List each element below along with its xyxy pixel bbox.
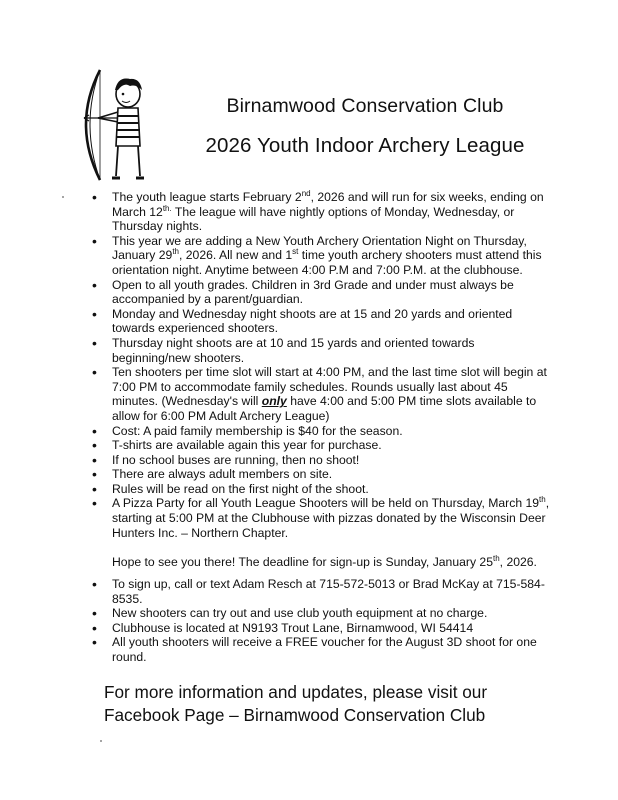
bullet-item — [92, 365, 552, 423]
bullet-item — [92, 496, 552, 540]
bullet-item — [92, 424, 552, 439]
bullet-text: Monday and Wednesday night shoots are at 15 and 20 yards and oriented towards experienced shooters. — [112, 306, 513, 336]
footer-line-2: Facebook Page – Birnamwood Conservation Club — [104, 705, 486, 725]
bullet-text: Cost: A paid family membership is $40 for the season. — [112, 423, 403, 438]
bullet-text: nd — [301, 188, 311, 198]
bullet-text: There are always adult members on site. — [112, 467, 333, 482]
bullet-item — [92, 606, 552, 621]
contact-bullet-list — [92, 577, 552, 665]
bullet-text: , 2026 and will run for six weeks, ending on March 12 — [112, 190, 544, 219]
bullet-text: The youth league starts February 2 — [112, 190, 302, 204]
bullet-item — [92, 577, 552, 606]
bullet-text: To sign up, call or text Adam Resch at 715-572-5013 or Brad McKay at 715-584-8535. — [112, 577, 545, 606]
bullet-item — [92, 482, 552, 497]
bullet-item — [92, 453, 552, 468]
signup-deadline-text — [112, 555, 572, 569]
bullet-text: Rules will be read on the first night of the shoot. — [112, 481, 369, 496]
bullet-text: st — [292, 247, 299, 257]
bullet-text: A Pizza Party for all Youth League Shooters will be held on Thursday, March 19 — [112, 496, 540, 511]
archer-boy-icon — [78, 66, 174, 184]
bullet-item — [92, 438, 552, 453]
hope-text: Hope to see you there! The deadline for sign-up is Sunday, January 25 — [112, 555, 493, 569]
bullet-text: th — [539, 495, 546, 505]
bullet-text: All youth shooters will receive a FREE voucher for the August 3D shoot for one round. — [112, 635, 537, 664]
bullet-text: only — [261, 394, 287, 409]
bullet-item — [92, 467, 552, 482]
bullet-item — [92, 336, 552, 365]
bullet-text: New shooters can try out and use club youth equipment at no charge. — [112, 606, 488, 621]
bullet-item — [92, 621, 552, 636]
bullet-text: The league will have nightly options of Monday, Wednesday, or Thursday nights. — [112, 204, 515, 234]
bullet-text: This year we are adding a New Youth Archery Orientation Night on Thursday, January 29 — [112, 233, 527, 263]
scan-speck — [100, 740, 102, 742]
bullet-text: th. — [162, 203, 172, 213]
bullet-item — [92, 234, 552, 278]
bullet-item — [92, 190, 552, 234]
footer-line-1: For more information and updates, please visit our — [104, 682, 488, 702]
bullet-text: have 4:00 and 5:00 PM time slots available to allow for 6:00 PM Adult Archery League) — [112, 394, 537, 423]
bullet-text: Clubhouse is located at N9193 Trout Lane, Birnamwood, WI 54414 — [112, 620, 474, 635]
league-title-heading: 2026 Youth Indoor Archery League — [205, 134, 525, 157]
info-bullet-list — [92, 190, 552, 540]
hope-text-end: , 2026. — [499, 555, 537, 569]
bullet-text: T-shirts are available again this year for purchase. — [112, 438, 382, 453]
bullet-item — [92, 307, 552, 336]
scan-speck — [62, 196, 64, 198]
bullet-text: time youth archery shooters must attend this orientation night. Anytime between 4:00 P.M and 7:00 P.M. at the clubhouse. — [112, 248, 542, 277]
bullet-text: If no school buses are running, then no shoot! — [112, 452, 360, 467]
bullet-text: Open to all youth grades. Children in 3rd Grade and under must always be accompanied by a parent/guardian. — [112, 277, 514, 307]
club-name-heading: Birnamwood Conservation Club — [226, 95, 504, 117]
bullet-text: Ten shooters per time slot will start at 4:00 PM, and the last time slot will begin at 7:00 PM to accommodate family schedules. Rounds usually last about 45 minutes. (Wednesday's will — [112, 365, 547, 409]
bullet-text: , starting at 5:00 PM at the Clubhouse with pizzas donated by the Wisconsin Deer Hunters Inc. – Northern Chapter. — [112, 496, 550, 540]
hope-sup: th — [493, 553, 500, 563]
bullet-text: th — [172, 247, 179, 257]
bullet-item — [92, 278, 552, 307]
bullet-text: Thursday night shoots are at 10 and 15 yards and oriented towards beginning/new shooters. — [112, 335, 475, 365]
bullet-text: , 2026. All new and 1 — [178, 248, 293, 263]
bullet-item — [92, 635, 552, 664]
